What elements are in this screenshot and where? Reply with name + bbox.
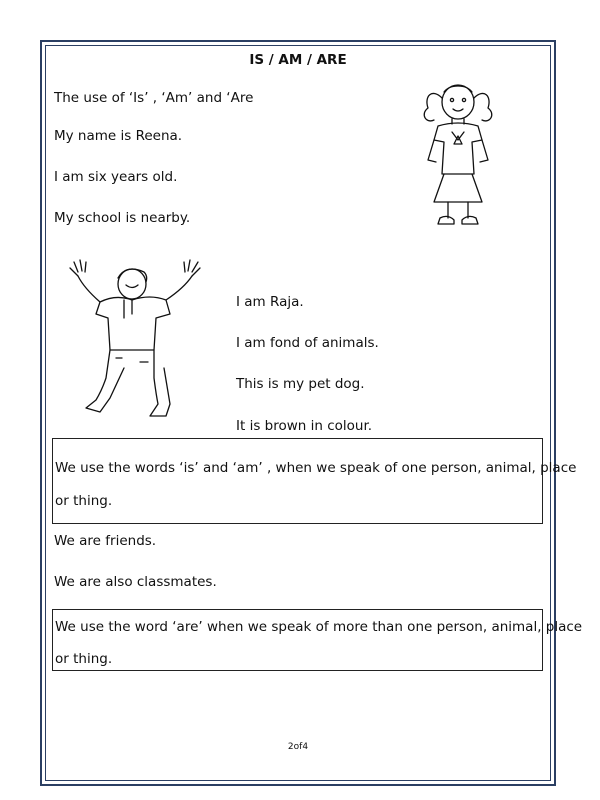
intro-text: The use of ‘Is’ , ‘Am’ and ‘Are: [54, 90, 254, 106]
rule-plural-line-1: We use the word ‘are’ when we speak of more than one person, animal, place: [55, 619, 583, 635]
rule-singular-line-2: or thing.: [55, 493, 113, 509]
reena-line-2: I am six years old.: [54, 169, 178, 185]
rule-plural-line-2: or thing.: [55, 651, 113, 667]
reena-line-1: My name is Reena.: [54, 128, 183, 144]
girl-illustration: [408, 78, 508, 233]
raja-line-4: It is brown in colour.: [236, 418, 373, 434]
raja-line-3: This is my pet dog.: [236, 376, 365, 392]
raja-line-2: I am fond of animals.: [236, 335, 379, 351]
worksheet-title: IS / AM / ARE: [249, 52, 347, 68]
raja-line-1: I am Raja.: [236, 294, 304, 310]
boy-illustration: [66, 258, 206, 430]
plural-line-2: We are also classmates.: [54, 574, 217, 590]
reena-line-3: My school is nearby.: [54, 210, 191, 226]
plural-line-1: We are friends.: [54, 533, 157, 549]
rule-singular-line-1: We use the words ‘is’ and ‘am’ , when we speak of one person, animal, place: [55, 460, 577, 476]
page-number: 2of4: [287, 742, 309, 752]
rule-box-plural: [52, 609, 583, 671]
rule-box-singular: [52, 438, 577, 524]
